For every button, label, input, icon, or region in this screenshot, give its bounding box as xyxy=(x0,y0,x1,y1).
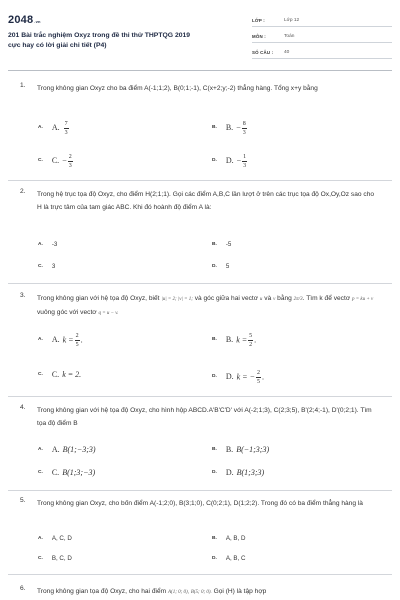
logo-text: 2048 xyxy=(8,14,34,26)
inline-math: 2π/3 xyxy=(293,297,303,302)
option-prefix: A. xyxy=(51,335,60,345)
question-text xyxy=(37,292,379,320)
option-letter: C. xyxy=(38,372,43,378)
option-letter: A. xyxy=(38,337,43,343)
fraction xyxy=(75,333,80,348)
question-text-part: Gọi (H) là tập hợp xyxy=(213,588,267,595)
option-a[interactable] xyxy=(38,241,57,251)
question-text: Trong không gian Oxyz cho ba điểm A(-1;1;2), B(0;1;-1), C(x+2;y;-2) thẳng hàng. Tổng x+y bằng xyxy=(37,85,318,92)
option-prefix: D. xyxy=(225,156,234,166)
option-lhs: k = xyxy=(62,335,74,345)
option-value xyxy=(52,370,81,381)
option-letter: B. xyxy=(212,535,217,541)
option-letter: B. xyxy=(212,447,217,453)
option-letter: A. xyxy=(38,125,43,131)
option-prefix: B. xyxy=(225,335,234,345)
option-point: B(1;−3;3) xyxy=(62,445,96,454)
option-letter: D. xyxy=(212,158,217,164)
denominator: 5 xyxy=(256,379,260,385)
option-a[interactable] xyxy=(38,333,83,348)
option-value xyxy=(52,333,83,348)
denominator: 2 xyxy=(249,342,253,348)
option-b[interactable] xyxy=(212,445,269,456)
option-c[interactable] xyxy=(38,263,55,273)
option-c[interactable] xyxy=(38,555,72,565)
option-value: A, B, D xyxy=(225,535,246,542)
question-text-part: . Tìm k để vectơ xyxy=(302,295,351,302)
option-b[interactable] xyxy=(212,241,231,251)
option-prefix: C. xyxy=(51,156,60,166)
option-letter: D. xyxy=(212,374,217,380)
question-number: 1. xyxy=(20,82,26,89)
option-prefix: D. xyxy=(225,468,234,477)
option-tail: . xyxy=(254,335,257,345)
option-d[interactable] xyxy=(212,370,264,385)
option-letter: A. xyxy=(38,535,43,541)
question-text-part: bằng xyxy=(277,295,292,302)
question-text-part: và xyxy=(264,295,272,302)
question-number: 6. xyxy=(20,585,26,592)
option-value: -5 xyxy=(225,241,232,248)
logo-suffix: .vn xyxy=(34,19,41,24)
question-text-part: vuông góc với vectơ xyxy=(37,309,97,316)
document-meta xyxy=(252,14,392,62)
numerator: 1 xyxy=(243,154,247,160)
document-header xyxy=(0,0,400,74)
option-letter: A. xyxy=(38,241,43,247)
option-d[interactable] xyxy=(212,555,245,565)
fraction xyxy=(242,121,247,136)
question-3 xyxy=(8,292,392,392)
option-letter: D. xyxy=(212,555,217,561)
meta-value: Lớp 12 xyxy=(284,17,300,23)
option-a[interactable] xyxy=(38,121,70,136)
document-title-line-1: 201 Bài trắc nghiệm Oxyz trong đề thi thử THPTQG 2019 xyxy=(8,32,191,39)
option-a[interactable] xyxy=(38,445,96,456)
option-prefix: C. xyxy=(51,370,60,379)
question-divider xyxy=(8,574,392,575)
minus-sign: − xyxy=(236,123,241,133)
question-text-part: Trong không gian với hệ tọa độ Oxyz, biết xyxy=(37,295,160,302)
option-value: 3 xyxy=(51,263,56,270)
option-prefix: B. xyxy=(225,445,234,454)
meta-label: LỚP : xyxy=(252,18,265,24)
option-value xyxy=(226,333,256,348)
question-5 xyxy=(8,497,392,577)
minus-sign: − xyxy=(236,156,242,166)
document-title xyxy=(8,31,228,51)
denominator: 5 xyxy=(75,342,79,348)
meta-row-question-count xyxy=(252,46,392,59)
option-letter: D. xyxy=(212,470,217,476)
question-text-part: và góc giữa hai vectơ xyxy=(194,295,259,302)
question-6 xyxy=(8,585,392,600)
option-point: B(1;3;3) xyxy=(236,468,265,477)
option-letter: B. xyxy=(212,125,217,131)
denominator: 3 xyxy=(64,130,68,136)
option-c[interactable] xyxy=(38,370,81,381)
option-b[interactable] xyxy=(212,333,256,348)
option-value xyxy=(226,445,269,456)
option-value: A, B, C xyxy=(225,555,246,562)
option-letter: B. xyxy=(212,241,217,247)
meta-label: MÔN : xyxy=(252,34,266,40)
question-number: 3. xyxy=(20,292,26,299)
denominator: 3 xyxy=(243,163,247,169)
option-lhs: k = 2. xyxy=(62,370,82,379)
option-value xyxy=(52,121,70,136)
question-1 xyxy=(8,82,392,177)
option-value: B, C, D xyxy=(51,555,72,562)
option-prefix: A. xyxy=(51,445,60,454)
option-c[interactable] xyxy=(38,468,95,479)
numerator: 8 xyxy=(242,121,246,127)
option-prefix: C. xyxy=(51,468,60,477)
inline-math: A(1; 0; 0), xyxy=(168,590,189,595)
question-4 xyxy=(8,404,392,486)
fraction xyxy=(242,154,247,169)
header-divider xyxy=(8,70,392,71)
question-number: 4. xyxy=(20,404,26,411)
option-point: B(−1;3;3) xyxy=(236,445,270,454)
option-letter: C. xyxy=(38,158,43,164)
denominator: 3 xyxy=(68,163,72,169)
question-2 xyxy=(8,188,392,278)
question-divider xyxy=(8,180,392,181)
option-a[interactable] xyxy=(38,535,72,545)
fraction xyxy=(64,121,69,136)
question-text-part: Trong không gian tọa độ Oxyz, cho hai điểm xyxy=(37,588,167,595)
meta-value: 40 xyxy=(284,49,290,55)
inline-math: |u| = 2; |v| = 1; xyxy=(161,297,193,302)
option-letter: A. xyxy=(38,447,43,453)
option-value xyxy=(226,370,264,385)
option-d[interactable] xyxy=(212,154,248,169)
question-text xyxy=(37,585,379,599)
option-value: 5 xyxy=(225,263,230,270)
question-number: 5. xyxy=(20,497,26,504)
option-d[interactable] xyxy=(212,468,264,479)
option-d[interactable] xyxy=(212,263,229,273)
site-logo[interactable] xyxy=(8,13,41,28)
numerator: 7 xyxy=(64,121,68,127)
option-value: -3 xyxy=(51,241,58,248)
option-letter: B. xyxy=(212,337,217,343)
meta-label: SỐ CÂU : xyxy=(252,50,274,56)
numerator: 2 xyxy=(256,370,260,376)
question-text: Trong hệ trục tọa độ Oxyz, cho điểm H(2;1;1). Gọi các điểm A,B,C lần lượt ở trên các trục tọa độ Ox,Oy,Oz sao cho H là trực tâm của tam giác ABC. Khi đó hoành độ điểm A là: xyxy=(37,191,375,211)
option-value xyxy=(226,154,248,169)
option-tail: . xyxy=(261,372,264,382)
numerator: 5 xyxy=(249,333,253,339)
question-divider xyxy=(8,396,392,397)
option-b[interactable] xyxy=(212,121,248,136)
fraction xyxy=(68,154,73,169)
denominator: 3 xyxy=(242,130,246,136)
meta-value: Toán xyxy=(284,33,295,39)
option-c[interactable] xyxy=(38,154,74,169)
document-title-line-2: cực hay có lời giải chi tiết (P4) xyxy=(8,41,107,49)
numerator: 2 xyxy=(75,333,79,339)
fraction xyxy=(256,370,261,385)
option-letter: D. xyxy=(212,263,217,269)
option-value xyxy=(52,154,74,169)
option-prefix: A. xyxy=(51,123,60,133)
inline-math: v xyxy=(273,297,276,302)
option-point: B(1;3;−3) xyxy=(62,468,96,477)
minus-sign: − xyxy=(62,156,67,166)
option-value xyxy=(226,468,264,479)
option-value: A, C, D xyxy=(51,535,72,542)
question-text: Trong không gian Oxyz, cho bốn điểm A(-1;2;0), B(3;1;0), C(0;2;1), D(1;2;2). Trong đó có ba điểm thẳng hàng là xyxy=(37,500,363,507)
numerator: 2 xyxy=(68,154,72,160)
option-letter: C. xyxy=(38,555,43,561)
option-letter: C. xyxy=(38,263,43,269)
meta-row-subject xyxy=(252,30,392,43)
question-divider xyxy=(8,283,392,284)
option-lhs: k = xyxy=(236,335,248,345)
inline-math: p = ku + v xyxy=(351,297,374,302)
fraction xyxy=(248,333,253,348)
inline-math: B(5; 0; 0). xyxy=(190,590,212,595)
option-lhs: k = − xyxy=(236,372,255,382)
option-prefix: D. xyxy=(225,372,234,382)
option-letter: C. xyxy=(38,470,43,476)
question-divider xyxy=(8,490,392,491)
option-b[interactable] xyxy=(212,535,245,545)
inline-math: q = u − v. xyxy=(98,311,119,316)
option-value xyxy=(52,468,95,479)
inline-math: u xyxy=(259,297,263,302)
question-number: 2. xyxy=(20,188,26,195)
option-value xyxy=(226,121,248,136)
question-text: Trong không gian với hệ tọa độ Oxyz, cho hình hộp ABCD.A'B'C'D' với A(-2;1;3), C(2;3;5), B'(2;4;-1), D'(0;2;1). Tìm tọa độ điểm B xyxy=(37,407,372,427)
option-tail: . xyxy=(80,335,83,345)
option-prefix: B. xyxy=(225,123,234,133)
meta-row-class xyxy=(252,14,392,27)
option-value xyxy=(52,445,96,456)
